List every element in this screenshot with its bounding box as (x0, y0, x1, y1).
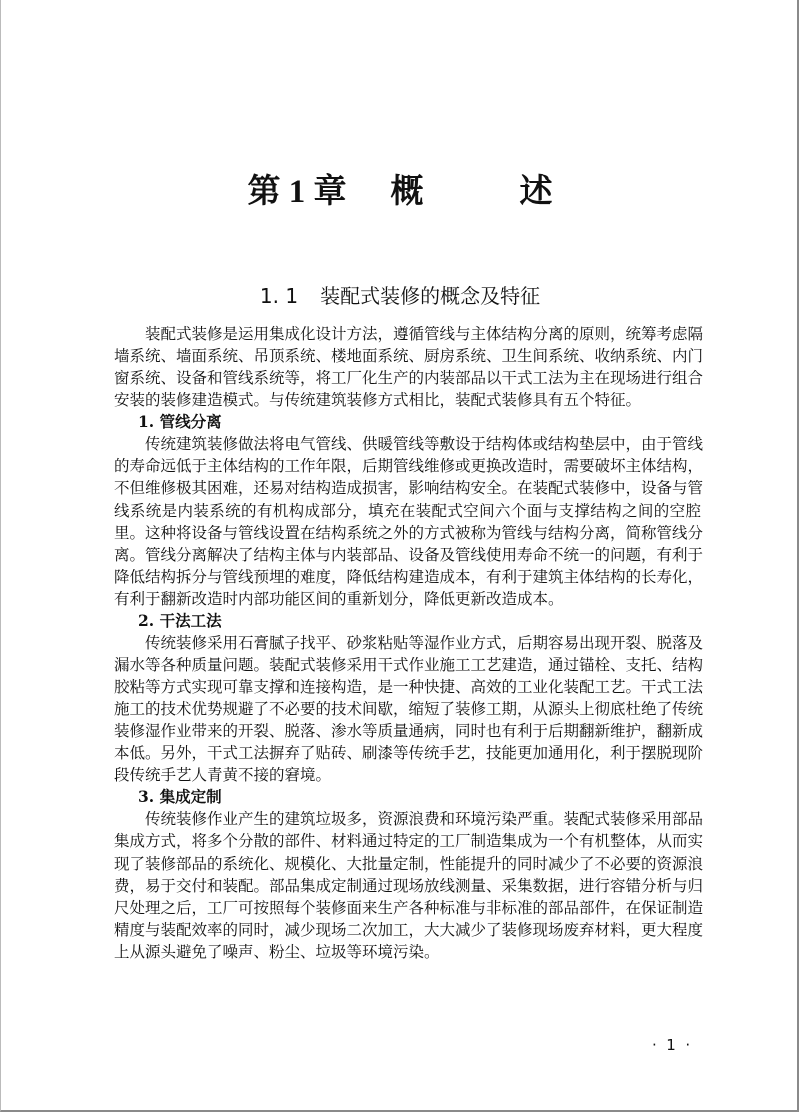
page-number: · 1 · (652, 1036, 691, 1054)
paragraph (114, 323, 704, 411)
paragraph-line: 胶粘等方式实现可靠支撑和连接构造，是一种快捷、高效的工业化装配工艺。干式工法 (114, 678, 704, 696)
paragraph-line: 的寿命远低于主体结构的工作年限，后期管线维修或更换改造时，需要破坏主体结构， (114, 457, 704, 476)
paragraph-line: 有利于翻新改造时内部功能区间的重新划分，降低更新改造成本。 (114, 589, 564, 608)
paragraph-line: 尺处理之后，工厂可按照每个装修面来生产各种标准与非标准的部品部件，在保证制造 (114, 898, 704, 917)
paragraph-line: 费，易于交付和装配。部品集成定制通过现场放线测量、采集数据，进行容错分析与归 (114, 876, 704, 895)
paragraph-line: 安装的装修建造模式。与传统建筑装修方式相比，装配式装修具有五个特征。 (114, 391, 642, 410)
paragraph (114, 632, 704, 786)
subsection-heading: 3. 集成定制 (138, 787, 222, 807)
chapter-number: 第 1 章 (247, 174, 347, 210)
section-title: 装配式装修的概念及特征 (320, 284, 541, 308)
paragraph-line: 上从源头避免了噪声、粉尘、垃圾等环境污染。 (114, 942, 440, 961)
paragraph-line: 里。这种将设备与管线设置在结构系统之外的方式被称为管线与结构分离，简称管线分 (114, 523, 704, 542)
paragraph-line: 装修湿作业带来的开裂、脱落、渗水等质量通病，同时也有利于后期翻新维护，翻新成 (114, 722, 704, 741)
paragraph-line: 降低结构拆分与管线预埋的难度，降低结构建造成本，有利于建筑主体结构的长寿化， (114, 567, 704, 586)
chapter-title (0, 170, 800, 214)
paragraph-line: 离。管线分离解决了结构主体与内装部品、设备及管线使用寿命不统一的问题，有利于 (114, 545, 704, 564)
paragraph-line: 施工的技术优势规避了不必要的技术间歇，缩短了装修工期，从源头上彻底杜绝了传统 (114, 700, 704, 719)
paragraph-line: 现了装修部品的系统化、规模化、大批量定制，性能提升的同时减少了不必要的资源浪 (114, 854, 704, 873)
paragraph-line: 段传统手艺人青黄不接的窘境。 (114, 766, 332, 785)
paragraph-line: 传统建筑装修做法将电气管线、供暖管线等敷设于结构体或结构垫层中，由于管线 (145, 435, 704, 454)
body-text (114, 323, 704, 963)
section-heading (0, 282, 800, 310)
paragraph-line: 墙系统、墙面系统、吊顶系统、楼地面系统、厨房系统、卫生间系统、收纳系统、内门 (114, 347, 704, 366)
paragraph-line: 本低。另外，干式工法摒弃了贴砖、刷漆等传统手艺，技能更加通用化，利于摆脱现阶 (114, 744, 704, 763)
paragraph (114, 433, 704, 610)
chapter-title-char-2: 述 (519, 174, 553, 210)
chapter-title-char-1: 概 (390, 174, 424, 210)
paragraph-line: 漏水等各种质量问题。装配式装修采用干式作业施工工艺建造，通过锚栓、支托、结构 (114, 655, 704, 674)
paragraph-line: 传统装修作业产生的建筑垃圾多，资源浪费和环境污染严重。装配式装修采用部品 (145, 810, 704, 829)
paragraph-line: 窗系统、设备和管线系统等，将工厂化生产的内装部品以干式工法为主在现场进行组合 (114, 369, 704, 388)
paragraph-line: 集成方式，将多个分散的部件、材料通过特定的工厂制造集成为一个有机整体，从而实 (114, 832, 704, 851)
paragraph-line: 精度与装配效率的同时，减少现场二次加工，大大减少了装修现场废弃材料，更大程度 (114, 920, 704, 939)
paragraph-line: 装配式装修是运用集成化设计方法，遵循管线与主体结构分离的原则，统筹考虑隔 (145, 325, 704, 343)
paragraph-line: 线系统是内装系统的有机构成部分，填充在装配式空间六个面与支撑结构之间的空腔 (114, 501, 701, 520)
subsection-heading: 2. 干法工法 (138, 610, 222, 630)
paragraph (114, 808, 704, 962)
paragraph-line: 不但维修极其困难，还易对结构造成损害，影响结构安全。在装配式装修中，设备与管 (114, 479, 704, 498)
section-number: 1. 1 (259, 284, 299, 308)
paragraph-line: 传统装修采用石膏腻子找平、砂浆粘贴等湿作业方式，后期容易出现开裂、脱落及 (145, 633, 704, 652)
subsection-heading: 1. 管线分离 (138, 412, 222, 432)
